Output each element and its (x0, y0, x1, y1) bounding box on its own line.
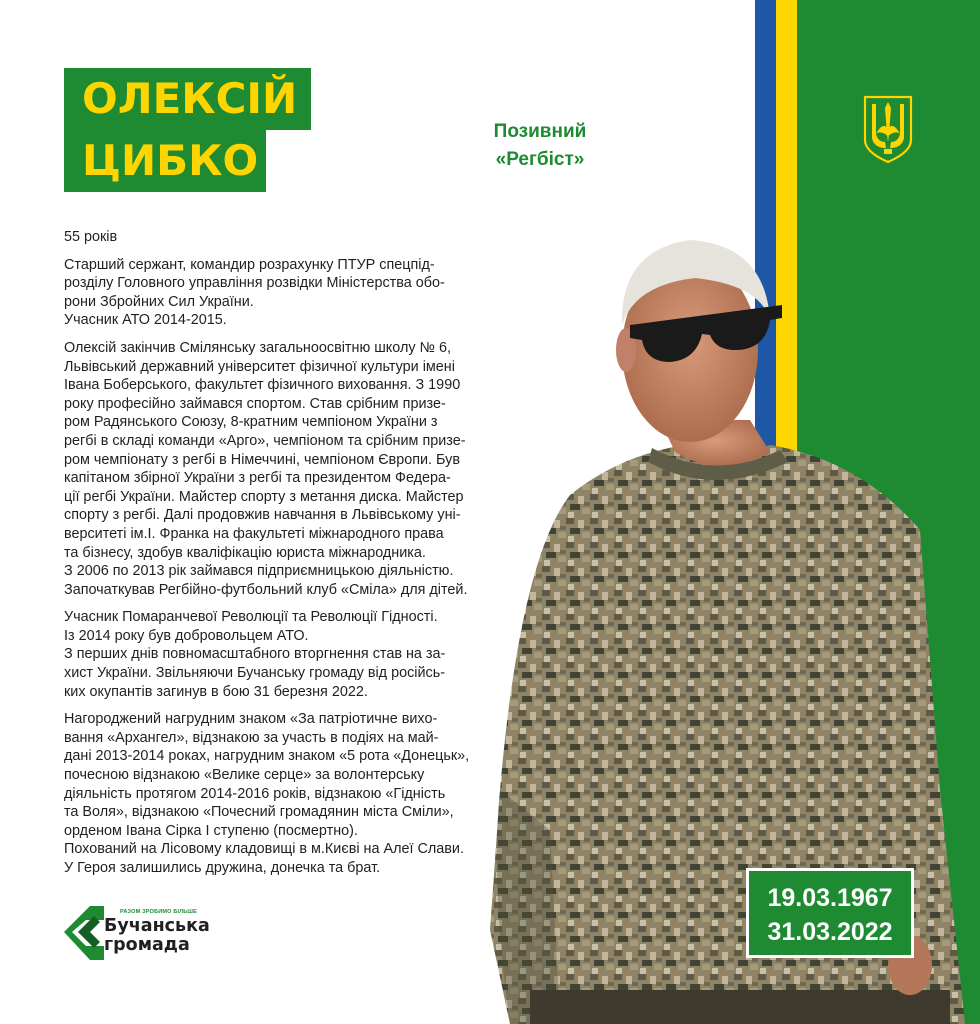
bio-biography: Олексій закінчив Смілянську загальноосвітню школу № 6, Львівський державний університет фізичної культури імені Івана Боберського, факультет фізичного виховання. З 1990 року професійно займався спортом. Став срібним призе- ром Радянського Союзу, 8-кратним чемпіоном України з регбі в складі команди «Арго», чемпіоном та срібним призе- ром чемпіонату з регбі в Німеччині, чемпіоном Європи. Був капітаном збірної України з регбі та президентом Федера- ції регбі України. Майстер спорту з метання диска. Майстер спорту з регбі. Далі продовжив навчання в Львівському уні- верситеті ім.І. Франка на факультеті міжнародного права та бізнесу, здобув кваліфікацію юриста міжнародника. З 2006 по 2013 рік займався підприємницькою діяльністю. Започаткував Регбійно-футбольний клуб «Сміла» для дітей. (64, 339, 468, 598)
name-last: ЦИБКО (64, 130, 266, 192)
death-date: 31.03.2022 (767, 918, 893, 946)
life-dates (746, 868, 914, 958)
callsign-block (470, 118, 610, 174)
biography (64, 228, 502, 887)
callsign-value: «Регбіст» (495, 149, 585, 170)
logo-text (104, 917, 210, 955)
logo-line2: громада (104, 935, 190, 955)
logo-line1: Бучанська (104, 916, 210, 936)
logo-slogan: РАЗОМ ЗРОБИМО БІЛЬШЕ (120, 909, 198, 915)
bio-awards: Нагороджений нагрудним знаком «За патріотичне вихо- вання «Архангел», відзнакою за участь в подіях на май- дані 2013-2014 роках, нагрудним знаком «5 рота «Донецьк», почесною відзнакою «Велике серце» за волонтерську діяльність протягом 2014-2016 років, відзнакою «Гідність та Воля», відзнакою «Почесний громадянин міста Сміли», орденом Івана Сірка І ступеню (посмертно). Похований на Лісовому кладовищі в м.Києві на Алеї Слави. У Героя залишились дружина, донечка та брат. (64, 711, 470, 876)
trident-icon (862, 94, 914, 164)
bio-age: 55 років (64, 229, 118, 245)
bio-service: Старший сержант, командир розрахунку ПТУР спецпід- розділу Головного управління розвідки Міністерства обо- рони Збройних Сил України. Учасник АТО 2014-2015. (64, 256, 445, 329)
callsign-label: Позивний (493, 121, 587, 142)
bio-revolution: Учасник Помаранчевої Революції та Революції Гідності. Із 2014 року був добровольцем АТО. З перших днів повномасштабного вторгнення став на за- хист України. Звільняючи Бучанську громаду від російсь- ких окупантів загинув в бою 31 березня 2022. (64, 609, 446, 700)
birth-date: 19.03.1967 (767, 884, 893, 912)
name-first: ОЛЕКСІЙ (64, 68, 311, 130)
